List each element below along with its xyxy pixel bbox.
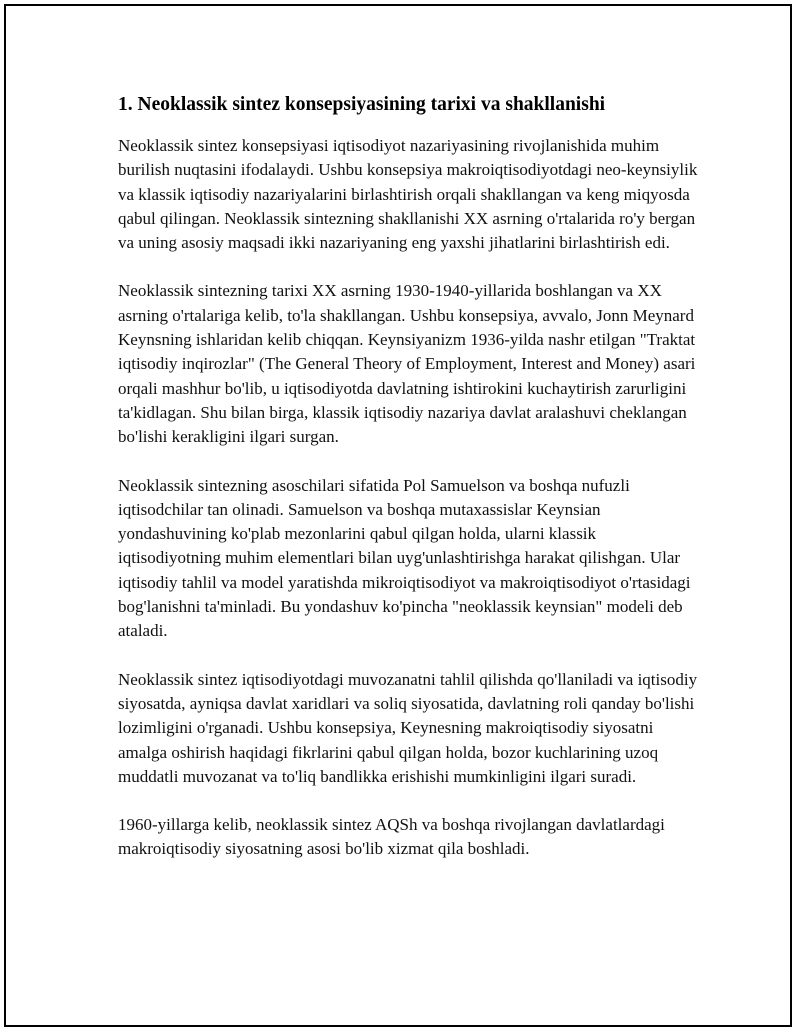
paragraph-1: Neoklassik sintez konsepsiyasi iqtisodiyot nazariyasining rivojlanishida muhim burilish nuqtasini ifodalaydi. Ushbu konsepsiya makroiqtisodiyotdagi neo-keynsiylik va klassik iqtisodiy nazariyalarini birlashtirish orqali shakllangan va keng miqyosda qabul qilingan. Neoklassik sintezning shakllanishi XX asrning o'rtalarida ro'y bergan va uning asosiy maqsadi ikki nazariyaning eng yaxshi jihatlarini birlashtirish edi.: [118, 136, 698, 253]
paragraph-3: Neoklassik sintezning asoschilari sifatida Pol Samuelson va boshqa nufuzli iqtisodchilar tan olinadi. Samuelson va boshqa mutaxassislar Keynsian yondashuvining ko'plab mezonlarini qabul qilgan holda, ularni klassik iqtisodiyotning muhim elementlari bilan uyg'unlashtirishga harakat qilishgan. Ular iqtisodiy tahlil va model yaratishda mikroiqtisodiyot va makroiqtisodiyot o'rtasidagi bog'lanishni ta'minladi. Bu yondashuv ko'pincha "neoklassik keynsian" modeli deb ataladi.: [118, 475, 691, 641]
paragraph-2: Neoklassik sintezning tarixi XX asrning 1930-1940-yillarida boshlangan va XX asrning o'rtalariga kelib, to'la shakllangan. Ushbu konsepsiya, avvalo, Jonn Meynard Keynsning ishlaridan kelib chiqqan. Keynsiyanizm 1936-yilda nashr etilgan "Traktat iqtisodiy inqirozlar" (The General Theory of Employment, Interest and Money) asari orqali mashhur bo'lib, u iqtisodiyotda davlatning ishtirokini kuchaytirish zarurligini ta'kidlagan. Shu bilan birga, klassik iqtisodiy nazariya davlat aralashuvi cheklangan bo'lishi kerakligini ilgari surgan.: [118, 281, 696, 447]
paragraph-5: 1960-yillarga kelib, neoklassik sintez AQSh va boshqa rivojlangan davlatlardagi makroiqtisodiy siyosatning asosi bo'lib xizmat qila boshladi.: [118, 815, 665, 859]
section-heading: 1. Neoklassik sintez konsepsiyasining tarixi va shakllanishi: [118, 94, 606, 115]
document-body: [118, 92, 698, 886]
paragraph-4: Neoklassik sintez iqtisodiyotdagi muvozanatni tahlil qilishda qo'llaniladi va iqtisodiy siyosatda, ayniqsa davlat xaridlari va soliq siyosatida, davlatning roli qanday bo'lishi lozimligini o'rganadi. Ushbu konsepsiya, Keynesning makroiqtisodiy siyosatni amalga oshirish haqidagi fikrlarini qabul qilgan holda, bozor kuchlarining uzoq muddatli muvozanat va to'liq bandlikka erishishi mumkinligini ilgari suradi.: [118, 669, 698, 786]
